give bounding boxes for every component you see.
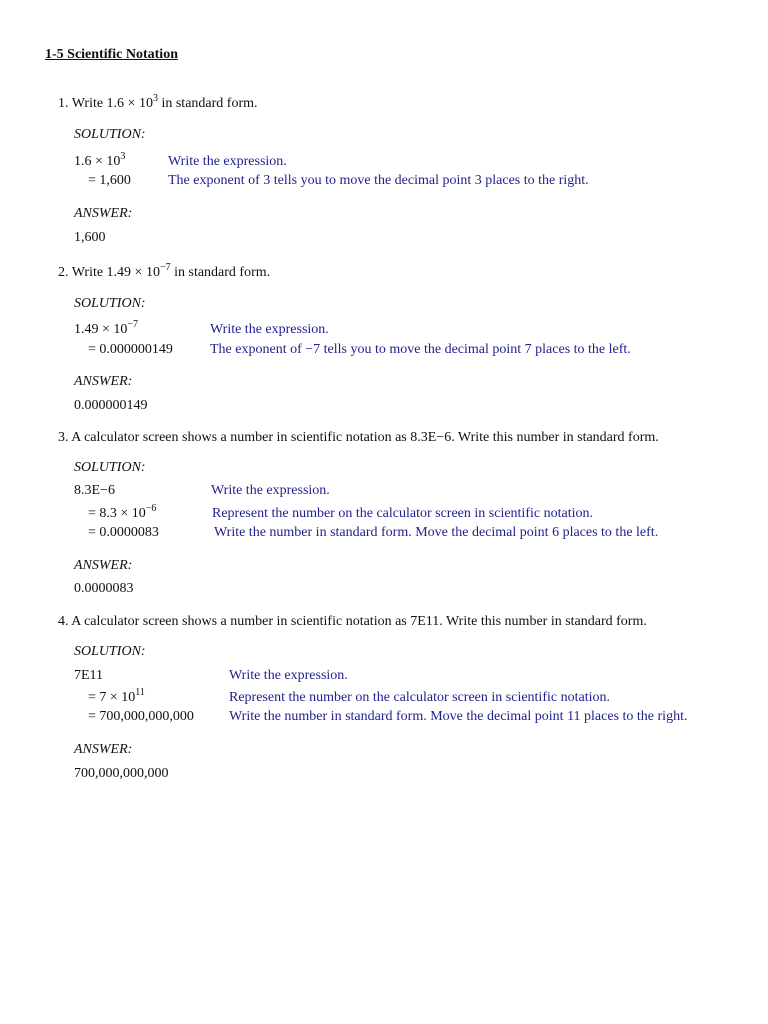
step-expression: 8.3E−6 (74, 483, 115, 498)
question-exponent: 3 (152, 93, 158, 104)
step-note: The exponent of −7 tells you to move the decimal point 7 places to the left. (210, 342, 631, 357)
answer-value: 0.000000149 (74, 398, 148, 413)
step-note: Write the expression. (229, 668, 348, 683)
question-text: Write 1.6 × 10 (71, 96, 153, 111)
step-exponent: 3 (120, 151, 126, 162)
question-number: 4. (58, 614, 69, 629)
answer-label: ANSWER: (74, 206, 133, 221)
question-text-end: in standard form. (157, 96, 258, 111)
step-expression: = 1,600 (88, 173, 131, 188)
answer-value: 1,600 (74, 230, 106, 245)
step-expression: = $8.3 \times 10^{-6}$ (88, 503, 157, 521)
answer-label: ANSWER: (74, 374, 133, 389)
step-expression: 7E11 (74, 668, 104, 683)
answer-value: 0.0000083 (74, 581, 134, 596)
question-1 (58, 95, 258, 113)
step-expression: = 700,000,000,000 (88, 709, 194, 724)
step-exponent: −7 (127, 319, 139, 330)
solution-label: SOLUTION: (74, 644, 146, 659)
step-expression: = $7 \times 10^{11}$ (88, 687, 145, 705)
step-note: Represent the number on the calculator screen in scientific notation. (212, 506, 593, 521)
step-note: Write the number in standard form. Move the decimal point 6 places to the left. (214, 525, 659, 540)
step-exponent: 11 (135, 687, 145, 698)
step-note: Write the expression. (211, 483, 330, 498)
solution-label: SOLUTION: (74, 460, 146, 475)
question-text: A calculator screen shows a number in scientific notation as 7E11. Write this number in standard form. (71, 614, 647, 629)
page-title: 1-5 Scientific Notation (45, 47, 178, 62)
step-expression: $1.49 \times 10^{-7}$ (74, 319, 139, 337)
question-4 (58, 613, 647, 631)
question-exponent: −7 (159, 262, 171, 273)
question-text: A calculator screen shows a number in scientific notation as 8.3E−6. Write this number in standard form. (71, 430, 659, 445)
step-expression: $1.6 \times 10^3$ (74, 151, 126, 169)
step-expression: = 0.000000149 (88, 342, 173, 357)
step-note: Represent the number on the calculator screen in scientific notation. (229, 690, 610, 705)
answer-label: ANSWER: (74, 558, 133, 573)
solution-label: SOLUTION: (74, 296, 146, 311)
answer-label: ANSWER: (74, 742, 133, 757)
step-exponent: −6 (145, 503, 157, 514)
question-3 (58, 429, 659, 447)
question-2 (58, 264, 270, 282)
solution-label: SOLUTION: (74, 127, 146, 142)
step-expression: = 0.0000083 (88, 525, 159, 540)
step-note: Write the number in standard form. Move the decimal point 11 places to the right. (229, 709, 688, 724)
step-note: The exponent of 3 tells you to move the decimal point 3 places to the right. (168, 173, 589, 188)
question-number: 1. (58, 96, 69, 111)
answer-value: 700,000,000,000 (74, 766, 169, 781)
step-note: Write the expression. (168, 154, 287, 169)
question-text-end: in standard form. (170, 265, 271, 280)
question-text: Write 1.49 × 10 (71, 265, 160, 280)
question-number: 3. (58, 430, 69, 445)
question-number: 2. (58, 265, 69, 280)
step-note: Write the expression. (210, 322, 329, 337)
